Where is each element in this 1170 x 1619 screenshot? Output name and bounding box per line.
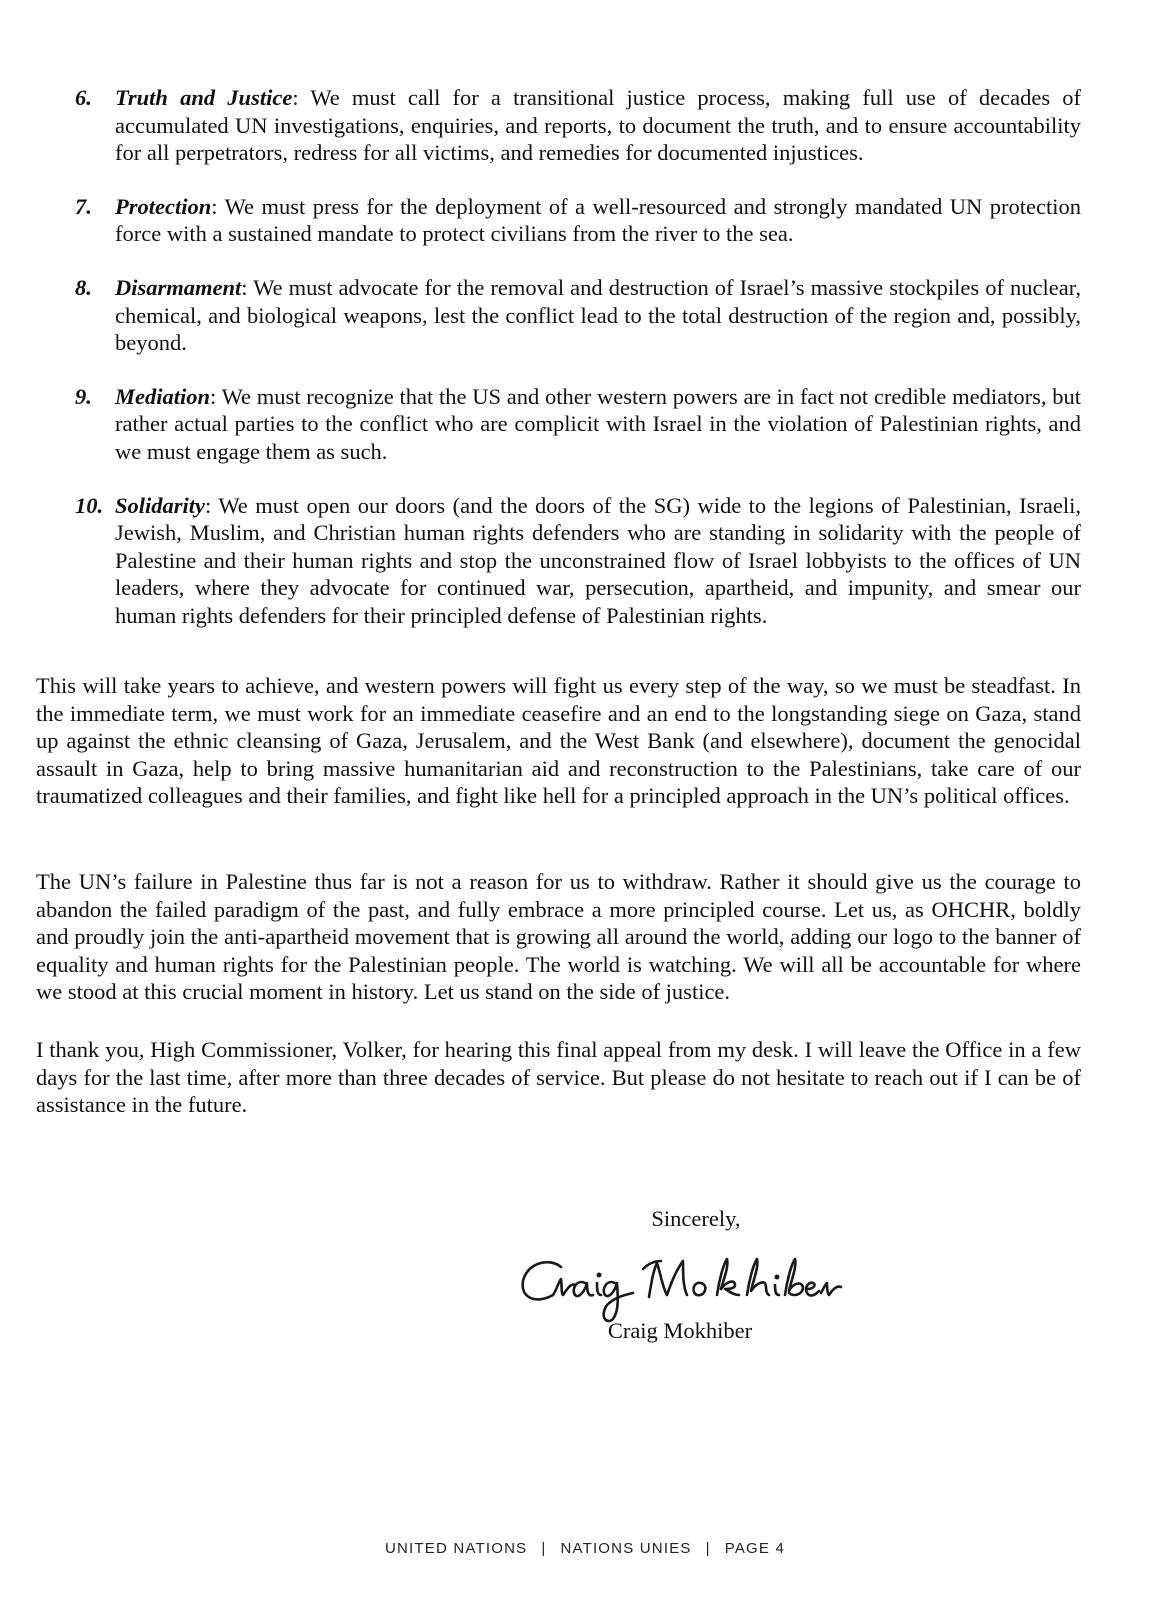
list-item-number: 6. <box>75 85 92 110</box>
list-item-text: : We must advocate for the removal and destruction of Israel’s massive stockpiles of nuclear, chemical, and biological weapons, lest the conflict lead to the total destruction of the region and, possibly, beyond. <box>115 274 1081 356</box>
closing-salutation: Sincerely, <box>651 1206 741 1231</box>
list-item <box>36 274 1081 357</box>
list-item-body <box>115 383 1081 466</box>
list-item-title: Truth and Justice <box>115 85 293 110</box>
page-footer <box>0 1540 1170 1557</box>
signature-script-text: Craig Mokhiber <box>515 1245 522 1246</box>
list-item-body <box>115 274 1081 357</box>
list-item-title: Disarmament <box>115 274 242 300</box>
list-item-number: 10. <box>75 492 104 518</box>
list-item-number: 7. <box>75 193 92 219</box>
list-item-title: Mediation <box>115 383 211 409</box>
list-item-text: : We must recognize that the US and other western powers are in fact not credible mediators, but rather actual parties to the conflict who are complicit with Israel in the violation of Palestinian rights, and we must engage them as such. <box>115 383 1081 464</box>
footer-separator: | <box>541 1540 547 1557</box>
footer-org-en: UNITED NATIONS <box>384 1540 528 1557</box>
list-item-body <box>115 193 1081 248</box>
handwritten-signature <box>515 1245 845 1327</box>
footer-separator: | <box>705 1540 711 1557</box>
list-item-number: 9. <box>75 383 92 409</box>
list-item <box>36 84 1081 167</box>
signature-image <box>515 1245 845 1327</box>
list-item <box>36 383 1081 466</box>
signer-name: Craig Mokhiber <box>607 1318 753 1343</box>
list-item-number: 8. <box>75 274 92 300</box>
list-item <box>36 193 1081 248</box>
list-item-body <box>115 492 1081 630</box>
list-item-title: Protection <box>115 193 212 219</box>
list-item <box>36 492 1081 630</box>
list-item-text: : We must call for a transitional justice process, making full use of decades of accumulated UN investigations, enquiries, and reports, to document the truth, and to ensure accountability for all perpetrators, redress for all victims, and remedies for documented injustices. <box>115 85 1082 166</box>
list-item-text: : We must open our doors (and the doors of the SG) wide to the legions of Palestinian, Israeli, Jewish, Muslim, and Christian human rights defenders who are standing in solidarity with the people of Palestine and their human rights and stop the unconstrained flow of Israel lobbyists to the offices of UN leaders, where they advocate for continued war, persecution, apartheid, and impunity, and smear our human rights defenders for their principled defense of Palestinian rights. <box>115 492 1081 628</box>
body-paragraph: This will take years to achieve, and western powers will fight us every step of the way, so we must be steadfast. In the immediate term, we must work for an immediate ceasefire and an end to the longstanding siege on Gaza, stand up against the ethnic cleansing of Gaza, Jerusalem, and the West Bank (and elsewhere), document the genocidal assault in Gaza, help to bring massive humanitarian aid and reconstruction to the Palestinians, take care of our traumatized colleagues and their families, and fight like hell for a principled approach in the UN’s political offices. <box>36 673 1081 809</box>
list-item-text: : We must press for the deployment of a well-resourced and strongly mandated UN protection force with a sustained mandate to protect civilians from the river to the sea. <box>115 193 1081 247</box>
list-item-title: Solidarity <box>115 492 206 518</box>
list-item-body <box>115 84 1081 167</box>
footer-page-number: PAGE 4 <box>724 1540 786 1557</box>
body-paragraph: The UN’s failure in Palestine thus far is not a reason for us to withdraw. Rather it should give us the courage to abandon the failed paradigm of the past, and fully embrace a more principled course. Let us, as OHCHR, boldly and proudly join the anti-apartheid movement that is growing all around the world, adding our logo to the banner of equality and human rights for the Palestinian people. The world is watching. We will all be accountable for where we stood at this crucial moment in history. Let us stand on the side of justice. <box>36 869 1081 1005</box>
body-paragraph: I thank you, High Commissioner, Volker, for hearing this final appeal from my desk. I will leave the Office in a few days for the last time, after more than three decades of service. But please do not hesitate to reach out if I can be of assistance in the future. <box>36 1037 1081 1118</box>
numbered-list <box>36 84 1081 656</box>
footer-org-fr: NATIONS UNIES <box>560 1540 692 1557</box>
